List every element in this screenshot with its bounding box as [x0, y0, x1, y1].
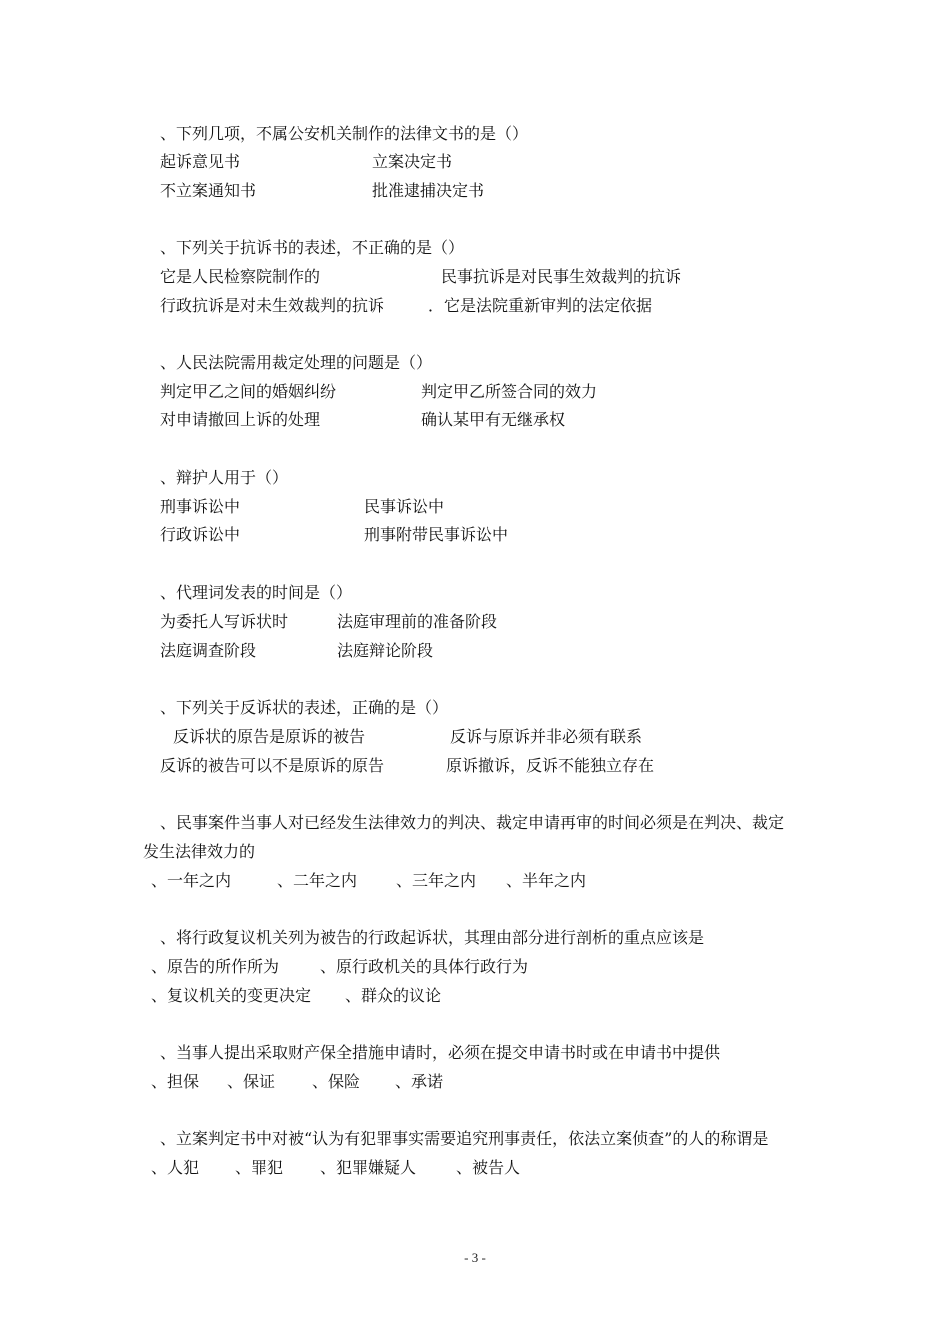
question-stem: 、当事人提出采取财产保全措施申请时，必须在提交申请书时或在申请书中提供	[160, 1043, 721, 1062]
question-stem: 、下列关于反诉状的表述，正确的是（）	[160, 698, 449, 717]
option-b: 、保证	[227, 1072, 276, 1091]
question-stem: 、立案判定书中对被“认为有犯罪事实需要追究刑事责任，依法立案侦查”的人的称谓是	[160, 1129, 769, 1148]
option-b: 、罪犯	[235, 1158, 284, 1177]
option-a: 、一年之内	[151, 871, 232, 890]
option-c: 法庭调查阶段	[160, 641, 257, 660]
page-number: - 3 -	[464, 1250, 486, 1265]
option-b: 判定甲乙所签合同的效力	[421, 382, 598, 401]
question-stem-continued: 发生法律效力的	[143, 842, 256, 861]
option-d: 法庭辩论阶段	[337, 641, 434, 660]
option-b: 立案决定书	[372, 152, 453, 171]
option-a: 、人犯	[151, 1158, 200, 1177]
question-stem: 、辩护人用于（）	[160, 468, 289, 487]
option-b: 民事诉讼中	[364, 497, 445, 516]
option-a: 、原告的所作所为	[151, 957, 280, 976]
option-a: 反诉状的原告是原诉的被告	[173, 727, 366, 746]
option-a: 判定甲乙之间的婚姻纠纷	[160, 382, 337, 401]
question-stem: 、代理词发表的时间是（）	[160, 583, 353, 602]
option-c: 对申请撤回上诉的处理	[160, 410, 321, 429]
option-a: 起诉意见书	[160, 152, 241, 171]
option-d: ．它是法院重新审判的法定依据	[428, 296, 653, 315]
option-a: 刑事诉讼中	[160, 497, 241, 516]
option-d: 原诉撤诉，反诉不能独立存在	[446, 756, 655, 775]
option-c: 不立案通知书	[160, 181, 257, 200]
option-d: 、承诺	[395, 1072, 444, 1091]
option-c: 、犯罪嫌疑人	[320, 1158, 417, 1177]
question-stem: 、民事案件当事人对已经发生法律效力的判决、裁定申请再审的时间必须是在判决、裁定	[160, 813, 785, 832]
option-d: 批准逮捕决定书	[372, 181, 485, 200]
option-d: 确认某甲有无继承权	[421, 410, 566, 429]
option-b: 法庭审理前的准备阶段	[337, 612, 498, 631]
option-a: 为委托人写诉状时	[160, 612, 289, 631]
question-stem: 、将行政复议机关列为被告的行政起诉状，其理由部分进行剖析的重点应该是	[160, 928, 705, 947]
question-stem: 、下列几项，不属公安机关制作的法律文书的是（）	[160, 124, 529, 143]
option-b: 民事抗诉是对民事生效裁判的抗诉	[441, 267, 682, 286]
option-b: 反诉与原诉并非必须有联系	[450, 727, 643, 746]
option-a: 它是人民检察院制作的	[160, 267, 321, 286]
option-d: 、半年之内	[506, 871, 587, 890]
option-d: 、被告人	[456, 1158, 521, 1177]
option-c: 行政抗诉是对未生效裁判的抗诉	[160, 296, 385, 315]
option-c: 反诉的被告可以不是原诉的原告	[160, 756, 385, 775]
option-c: 、三年之内	[396, 871, 477, 890]
question-stem: 、人民法院需用裁定处理的问题是（）	[160, 353, 433, 372]
option-b: 、二年之内	[277, 871, 358, 890]
option-d: 刑事附带民事诉讼中	[364, 525, 509, 544]
option-c: 行政诉讼中	[160, 525, 241, 544]
option-d: 、群众的议论	[345, 986, 442, 1005]
question-stem: 、下列关于抗诉书的表述，不正确的是（）	[160, 238, 465, 257]
option-a: 、担保	[151, 1072, 200, 1091]
option-c: 、复议机关的变更决定	[151, 986, 312, 1005]
option-c: 、保险	[312, 1072, 361, 1091]
option-b: 、原行政机关的具体行政行为	[320, 957, 529, 976]
